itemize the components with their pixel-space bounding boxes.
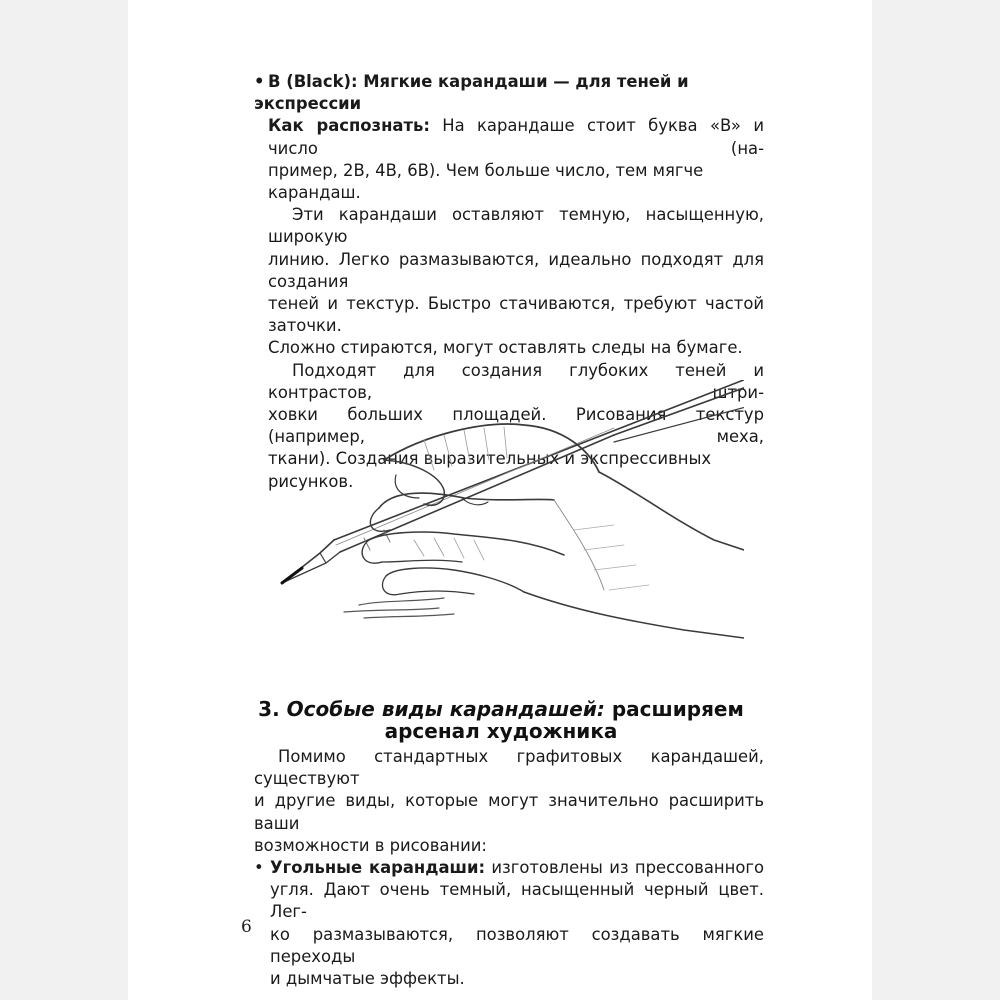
recognize-line-2: пример, 2B, 4B, 6B). Чем больше число, тем мягче карандаш. — [268, 160, 704, 203]
charcoal-label: Угольные карандаши: — [270, 858, 485, 878]
charcoal-line-2: угля. Дают очень темный, насыщенный черный цвет. Лег- — [270, 880, 764, 922]
section-3-heading-line-1: 3. Особые виды карандашей: расширяем — [258, 697, 744, 721]
para2-line-2: ховки больших площадей. Рисования текстур (например, меха, — [268, 405, 764, 447]
para1-line-1: Эти карандаши оставляют темную, насыщенную, широкую — [268, 205, 764, 247]
section-3-heading — [256, 698, 746, 742]
charcoal-line-4: и дымчатые эффекты. — [270, 969, 465, 989]
charcoal-line-3: ко размазываются, позволяют создавать мягкие переходы — [270, 924, 764, 966]
para1-line-4: Сложно стираются, могут оставлять следы на бумаге. — [268, 338, 743, 358]
para2-line-3: ткани). Создания выразительных и экспрессивных рисунков. — [268, 449, 712, 491]
section-3-body — [254, 746, 764, 990]
intro-line-1: Помимо стандартных графитовых карандашей, существуют — [254, 747, 764, 789]
section-b-title: • B (Black): Мягкие карандаши — для теней и экспрессии — [254, 72, 689, 114]
intro-line-3: возможности в рисовании: — [254, 835, 487, 855]
para1-line-2: линию. Легко размазываются, идеально подходят для создания — [268, 249, 764, 291]
recognize-label: Как распознать: — [268, 116, 430, 136]
para1-line-3: теней и текстур. Быстро стачиваются, требуют частой заточки. — [268, 294, 764, 336]
intro-line-2: и другие виды, которые могут значительно расширить ваши — [254, 791, 764, 833]
book-page — [128, 0, 872, 1000]
hand-with-pencil-sketch-icon — [274, 380, 744, 655]
charcoal-line-1: • Угольные карандаши: изготовлены из прессованного — [254, 858, 764, 878]
section-3-heading-line-2: арсенал художника — [384, 719, 618, 743]
page-number: 6 — [241, 917, 252, 937]
para2-line-1: Подходят для создания глубоких теней и контрастов, штри- — [268, 360, 764, 402]
recognize-line-1: Как распознать: На карандаше стоит буква «B» и число (на- — [268, 116, 764, 158]
